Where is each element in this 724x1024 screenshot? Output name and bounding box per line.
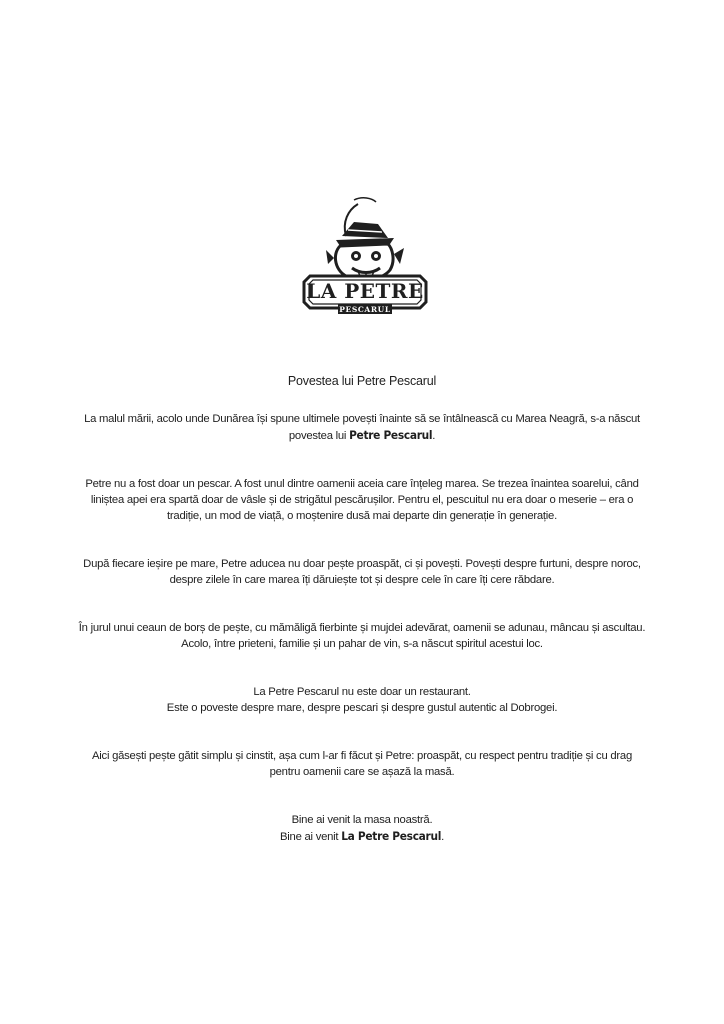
fisherman-fish-logo-icon [296,192,434,320]
p1-text: La malul mării, acolo unde Dunărea își spune ultimele povești înainte să se întâlnească cu Marea Neagră, s-a născut povestea lui [84,413,640,442]
brand-name: Petre Pescarul [349,428,433,442]
story-title: Povestea lui Petre Pescarul [287,374,437,388]
logo-main-text: LA PETRE [306,279,424,303]
story-paragraph-4: În jurul unui ceaun de borș de pește, cu mămăligă fierbinte și mujdei adevărat, oamenii se adunau, mâncau și ascultau. Acolo, între prieteni, familie și un pahar de vin, s-a născut spiritul acestui loc. [78,622,646,650]
story-section [76,373,648,861]
closing-brand-name: La Petre Pescarul [341,829,442,843]
logo-sub-text: PESCARUL [339,305,391,314]
closing-text: Bine ai venit [280,831,342,843]
closing-line-1: Bine ai venit la masa noastră. [291,814,433,826]
closing-end: . [441,831,444,843]
story-paragraph-2: Petre nu a fost doar un pescar. A fost unul dintre oamenii aceia care înțeleg marea. Se trezea înaintea soarelui, când liniștea apei era spartă doar de vâsle și de strigătul pescărușilor. Pentru el, pescuitul nu era doar o meserie – era o tradiție, un mod de viață, o moștenire dusă mai departe din generație în generație. [85,478,639,522]
restaurant-logo [296,192,434,320]
story-paragraph-6: Aici găsești pește gătit simplu și cinstit, așa cum l-ar fi făcut și Petre: proaspăt, cu respect pentru tradiție și cu drag pentru oamenii care se așază la masă. [92,750,632,778]
story-paragraph-1 [76,411,648,444]
story-paragraph-5-line-1: La Petre Pescarul nu este doar un restaurant. [253,686,471,698]
story-paragraph-5-line-2: Este o poveste despre mare, despre pescari și despre gustul autentic al Dobrogei. [166,702,558,714]
story-paragraph-3: După fiecare ieșire pe mare, Petre aducea nu doar pește proaspăt, ci și povești. Povești despre furtuni, despre noroc, despre zilele în care marea îți dăruiește tot și despre cele în care îți cere răbdare. [83,558,641,586]
closing-line-2 [76,828,648,845]
p1-end: . [432,430,436,442]
